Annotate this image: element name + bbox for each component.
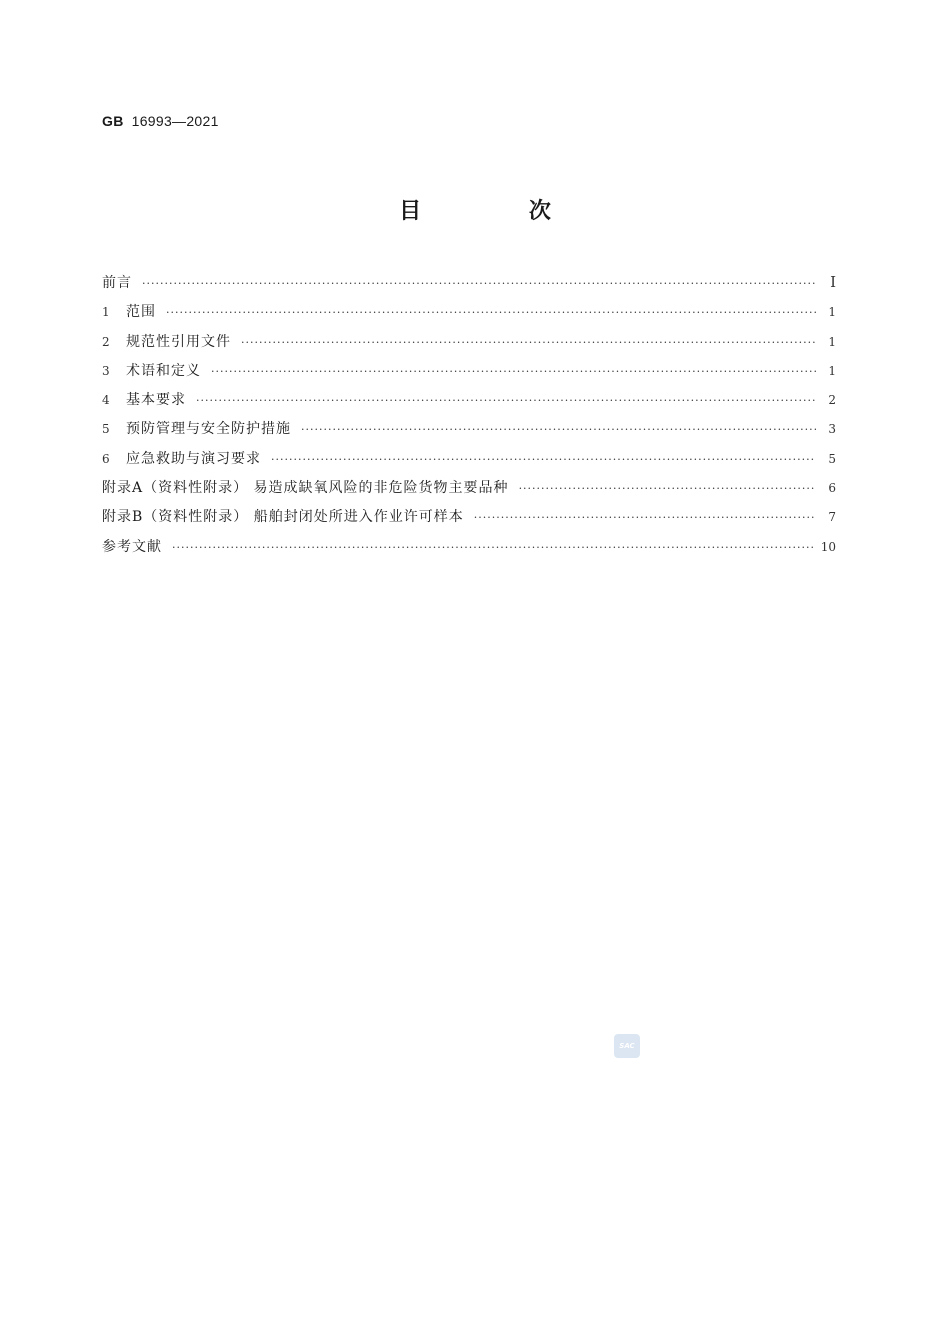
toc-entry-label: 附录A（资料性附录） 易造成缺氧风险的非危险货物主要品种 bbox=[102, 480, 509, 497]
toc-entry-page: 1 bbox=[828, 305, 836, 320]
toc-entry-foreword[interactable] bbox=[102, 272, 836, 301]
toc-entry-3[interactable] bbox=[102, 360, 836, 389]
toc-leader-dots bbox=[474, 511, 816, 524]
toc-entry-2[interactable] bbox=[102, 331, 836, 360]
toc-entry-number: 4 bbox=[102, 393, 110, 408]
toc-entry-page: 6 bbox=[828, 481, 836, 496]
toc-entry-label: 附录B（资料性附录） 船舶封闭处所进入作业许可样本 bbox=[102, 509, 464, 526]
standard-header bbox=[102, 113, 219, 129]
toc-entry-page: I bbox=[830, 273, 836, 291]
toc-leader-dots bbox=[196, 394, 816, 407]
standard-number: 16993—2021 bbox=[131, 113, 219, 129]
toc-entry-label: 应急救助与演习要求 bbox=[126, 450, 261, 467]
toc-entry-page: 1 bbox=[828, 363, 836, 378]
toc-entry-number: 2 bbox=[102, 334, 110, 349]
table-of-contents bbox=[102, 272, 836, 565]
toc-entry-5[interactable] bbox=[102, 418, 836, 447]
toc-entry-page: 10 bbox=[820, 539, 836, 554]
toc-entry-page: 2 bbox=[828, 393, 836, 408]
toc-entry-label: 前言 bbox=[102, 275, 132, 291]
toc-entry-label: 术语和定义 bbox=[126, 362, 201, 379]
toc-entry-label: 规范性引用文件 bbox=[126, 333, 231, 350]
sac-watermark-logo: SAC bbox=[614, 1034, 640, 1058]
toc-leader-dots bbox=[271, 453, 816, 466]
toc-entry-appendix-b[interactable] bbox=[102, 506, 836, 535]
toc-entry-label: 预防管理与安全防护措施 bbox=[126, 421, 291, 438]
page-title: 目 次 bbox=[399, 199, 601, 224]
toc-leader-dots bbox=[211, 365, 816, 378]
toc-leader-dots bbox=[166, 306, 816, 319]
toc-entry-label: 参考文献 bbox=[102, 538, 162, 555]
toc-entry-6[interactable] bbox=[102, 448, 836, 477]
toc-entry-4[interactable] bbox=[102, 389, 836, 418]
toc-leader-dots bbox=[301, 423, 816, 436]
toc-entry-appendix-a[interactable] bbox=[102, 477, 836, 506]
standard-code: GB bbox=[102, 113, 124, 129]
toc-leader-dots bbox=[241, 336, 816, 349]
toc-leader-dots bbox=[172, 541, 815, 554]
toc-entry-number: 5 bbox=[102, 422, 110, 437]
toc-entry-page: 3 bbox=[828, 422, 836, 437]
toc-entry-number: 3 bbox=[102, 363, 110, 378]
toc-entry-label: 基本要求 bbox=[126, 392, 186, 409]
toc-leader-dots bbox=[142, 277, 816, 290]
toc-entry-references[interactable] bbox=[102, 536, 836, 565]
toc-leader-dots bbox=[519, 482, 816, 495]
toc-entry-label: 范围 bbox=[126, 304, 156, 321]
toc-entry-page: 5 bbox=[828, 451, 836, 466]
toc-entry-page: 1 bbox=[828, 334, 836, 349]
toc-entry-number: 6 bbox=[102, 451, 110, 466]
toc-entry-number: 1 bbox=[102, 305, 110, 320]
toc-entry-page: 7 bbox=[828, 510, 836, 525]
toc-entry-1[interactable] bbox=[102, 301, 836, 330]
